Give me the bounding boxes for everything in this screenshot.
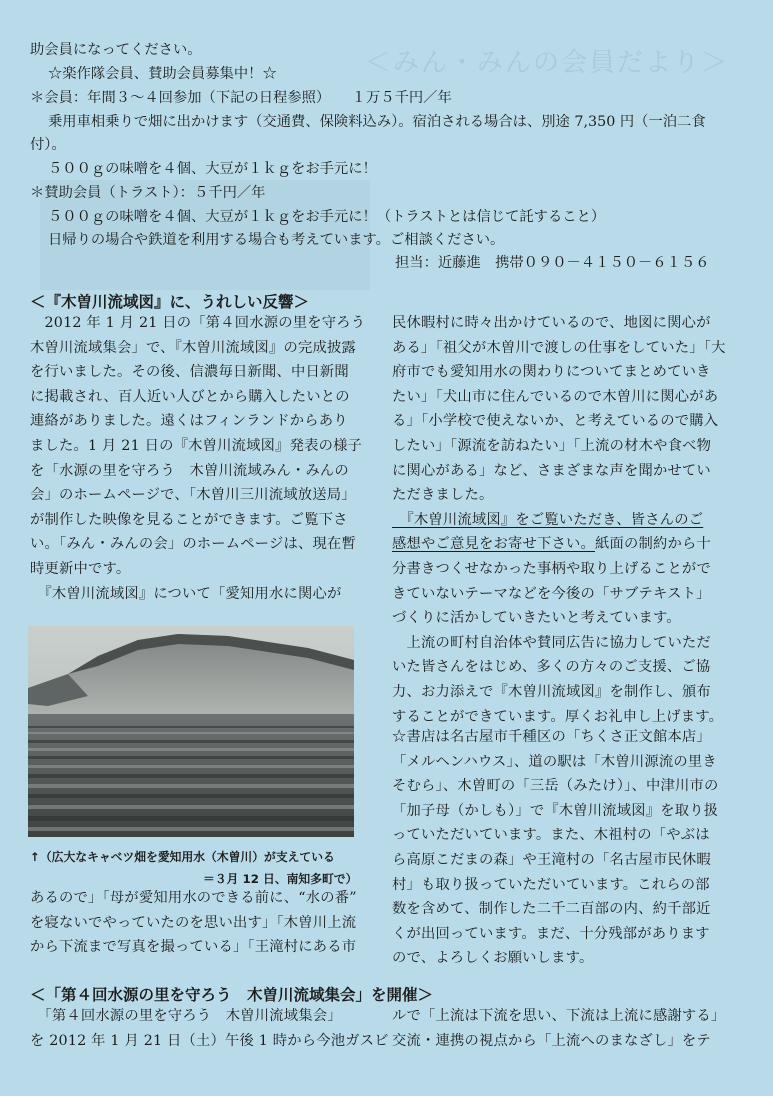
section-heading: ＜「第４回水源の里を守ろう 木曽川流域集会」を開催＞ [30, 986, 434, 1004]
membership-line: 日帰りの場合や鉄道を利用する場合も考えています。ご相談ください。 [48, 232, 505, 248]
text-line: 府市でも愛知用水の関わりについてまとめていき [392, 364, 711, 381]
text-line: 力、お力添えで『木曽川流域図』を制作し、頒布 [392, 683, 711, 700]
membership-line: ＊会員：年間３～４回参加（下記の日程参照） １万５千円／年 [30, 90, 452, 106]
section2-left-column [30, 1004, 389, 1053]
text-line: が制作した映像を見ることができます。ご覧下さ [30, 511, 348, 528]
text-line: 木曽川流域集会」で、『木曽川流域図』の完成披露 [30, 339, 356, 356]
text-line: から下流まで写真を撮っている」「王滝村にある市 [30, 939, 357, 956]
text-line [392, 532, 726, 557]
text-line: ら高原こだまの森」や王滝村の「名古屋市民休暇 [392, 851, 711, 868]
text-line: ました。1 月 21 日の『木曽川流域図』発表の様子 [30, 437, 363, 454]
membership-line: ☆楽作隊会員、賛助会員募集中！☆ [48, 66, 277, 82]
text-line: 「第４回水源の里を守ろう 木曽川流域集会」 [30, 1008, 342, 1024]
text-line: を行いました。その後、信濃毎日新聞、中日新聞 [30, 364, 349, 381]
bookstore-note [392, 725, 718, 971]
text-line: したい」「源流を訪ねたい」「上流の材木や食べ物 [392, 437, 712, 454]
text-line [392, 508, 726, 533]
photo-caption: ↑（広大なキャベツ畑を愛知用水（木曽川）が支えている [30, 850, 335, 864]
membership-line: ５００ｇの味噌を４個、大豆が１ｋｇをお手元に！ [48, 161, 377, 177]
text-line: たい」「犬山市に住んでいるので木曽川に関心があ [392, 388, 719, 405]
text-line: することができています。厚くお礼申し上げます。 [392, 708, 724, 725]
section1-right-column [392, 311, 726, 729]
text-line: 上流の町村自治体や賛同広告に協力していただ [392, 634, 711, 651]
text-line: を「水源の里を守ろう 木曽川流域みん・みんの [30, 462, 349, 479]
text-line: 「メルヘンハウス」、道の駅は「木曽川源流の里き [392, 753, 717, 770]
text-line: ただきました。 [392, 487, 494, 504]
text-line: 民休暇村に時々出かけているので、地図に関心が [392, 315, 711, 331]
text-line: ので、よろしくお願いします。 [392, 950, 594, 967]
text-run: 紙面の制約から十 [594, 536, 711, 553]
text-line: る」「小学校で使えないか、と考えているので購入 [392, 413, 719, 430]
text-line: に掲載され、百人近い人びとから購入したいとの [30, 388, 350, 405]
text-line: づくりに活かしていきたいと考えています。 [392, 610, 681, 627]
membership-line: ５００ｇの味噌を４個、大豆が１ｋｇをお手元に！（トラストとは信じて託すること） [48, 209, 606, 225]
section1-left-column-continued [30, 886, 357, 960]
text-line: 分書きつくせなかった事柄や取り上げることがで [392, 560, 711, 577]
text-line: 『木曽川流域図』について「愛知用水に関心が [30, 585, 342, 602]
underlined-request: 『木曽川流域図』をご覧いただき、皆さんのご [392, 511, 704, 528]
section2-right-column [392, 1004, 725, 1053]
membership-line: 付）。 [30, 137, 66, 153]
contact-line: 担当：近藤進 携帯０９０－４１５０－６１５６ [395, 255, 710, 271]
section1-left-column [30, 311, 365, 606]
text-line: を寝ないでやっていたのを思い出す」「木曽川上流 [30, 914, 357, 931]
text-line: ルで「上流は下流を思い、下流は上流に感謝する」 [392, 1008, 726, 1024]
membership-line: ＊賛助会員（トラスト）：５千円／年 [30, 185, 266, 201]
text-line: 数を含めて、制作した二千二百部の内、約千部近 [392, 901, 711, 918]
text-line: くが出回っています。まだ、十分残部があります [392, 925, 710, 942]
text-line: を 2012 年 1 月 21 日（土）午後 1 時から今池ガスビ [30, 1032, 389, 1049]
text-line: 村」も取り扱っていただいています。これらの部 [392, 876, 710, 893]
photo-caption-date: ＝３月 12 日、南知多町で） [203, 872, 358, 886]
text-line: 連絡がありました。遠くはフィンランドからあり [30, 413, 348, 430]
text-line: 「加子母（かしも）」で『木曽川流域図』を取り扱 [392, 802, 719, 819]
text-line: に関心がある」など、さまざまな声を聞かせてい [392, 462, 711, 479]
text-line: 時更新中です。 [30, 560, 131, 577]
underlined-request: 感想やご意見をお寄せ下さい。 [392, 536, 595, 553]
membership-line: 助会員になってください。 [30, 42, 202, 58]
photo-illustration [28, 626, 354, 837]
text-line: っていただいています。また、木祖村の「やぶは [392, 827, 710, 844]
text-line: そむら」、木曽町の「三岳（みたけ）」、中津川市の [392, 778, 719, 795]
text-line: 交流・連携の視点から「上流へのまなざし」をテ [392, 1032, 711, 1049]
text-line: 会」のホームページで、「木曽川三川流域放送局」 [30, 487, 356, 504]
section-heading: ＜『木曽川流域図』に、うれしい反響＞ [30, 293, 310, 311]
text-line: ☆書店は名古屋市千種区の「ちくさ正文館本店」 [392, 729, 711, 745]
text-line: ある」「祖父が木曽川で渡しの仕事をしていた」「大 [392, 339, 726, 356]
text-line: あるので」「母が愛知用水のできる前に、“水の番” [30, 890, 357, 906]
text-line: い。「みん・みんの会」のホームページは、現在暫 [30, 536, 356, 553]
text-line: 2012 年 1 月 21 日の「第４回水源の里を守ろう [30, 315, 366, 331]
show-through-heading: ＜みん・みんの会員だより＞ [365, 48, 730, 78]
text-line: きていないテーマなどを今後の「サブテキスト」 [392, 585, 711, 602]
cabbage-field-photo [28, 626, 354, 837]
membership-line: 乗用車相乗りで畑に出かけます（交通費、保険料込み）。宿泊される場合は、別途 7,350 円（一泊二食 [48, 114, 706, 130]
text-line: いた皆さんをはじめ、多くの方々のご支援、ご協 [392, 659, 711, 676]
